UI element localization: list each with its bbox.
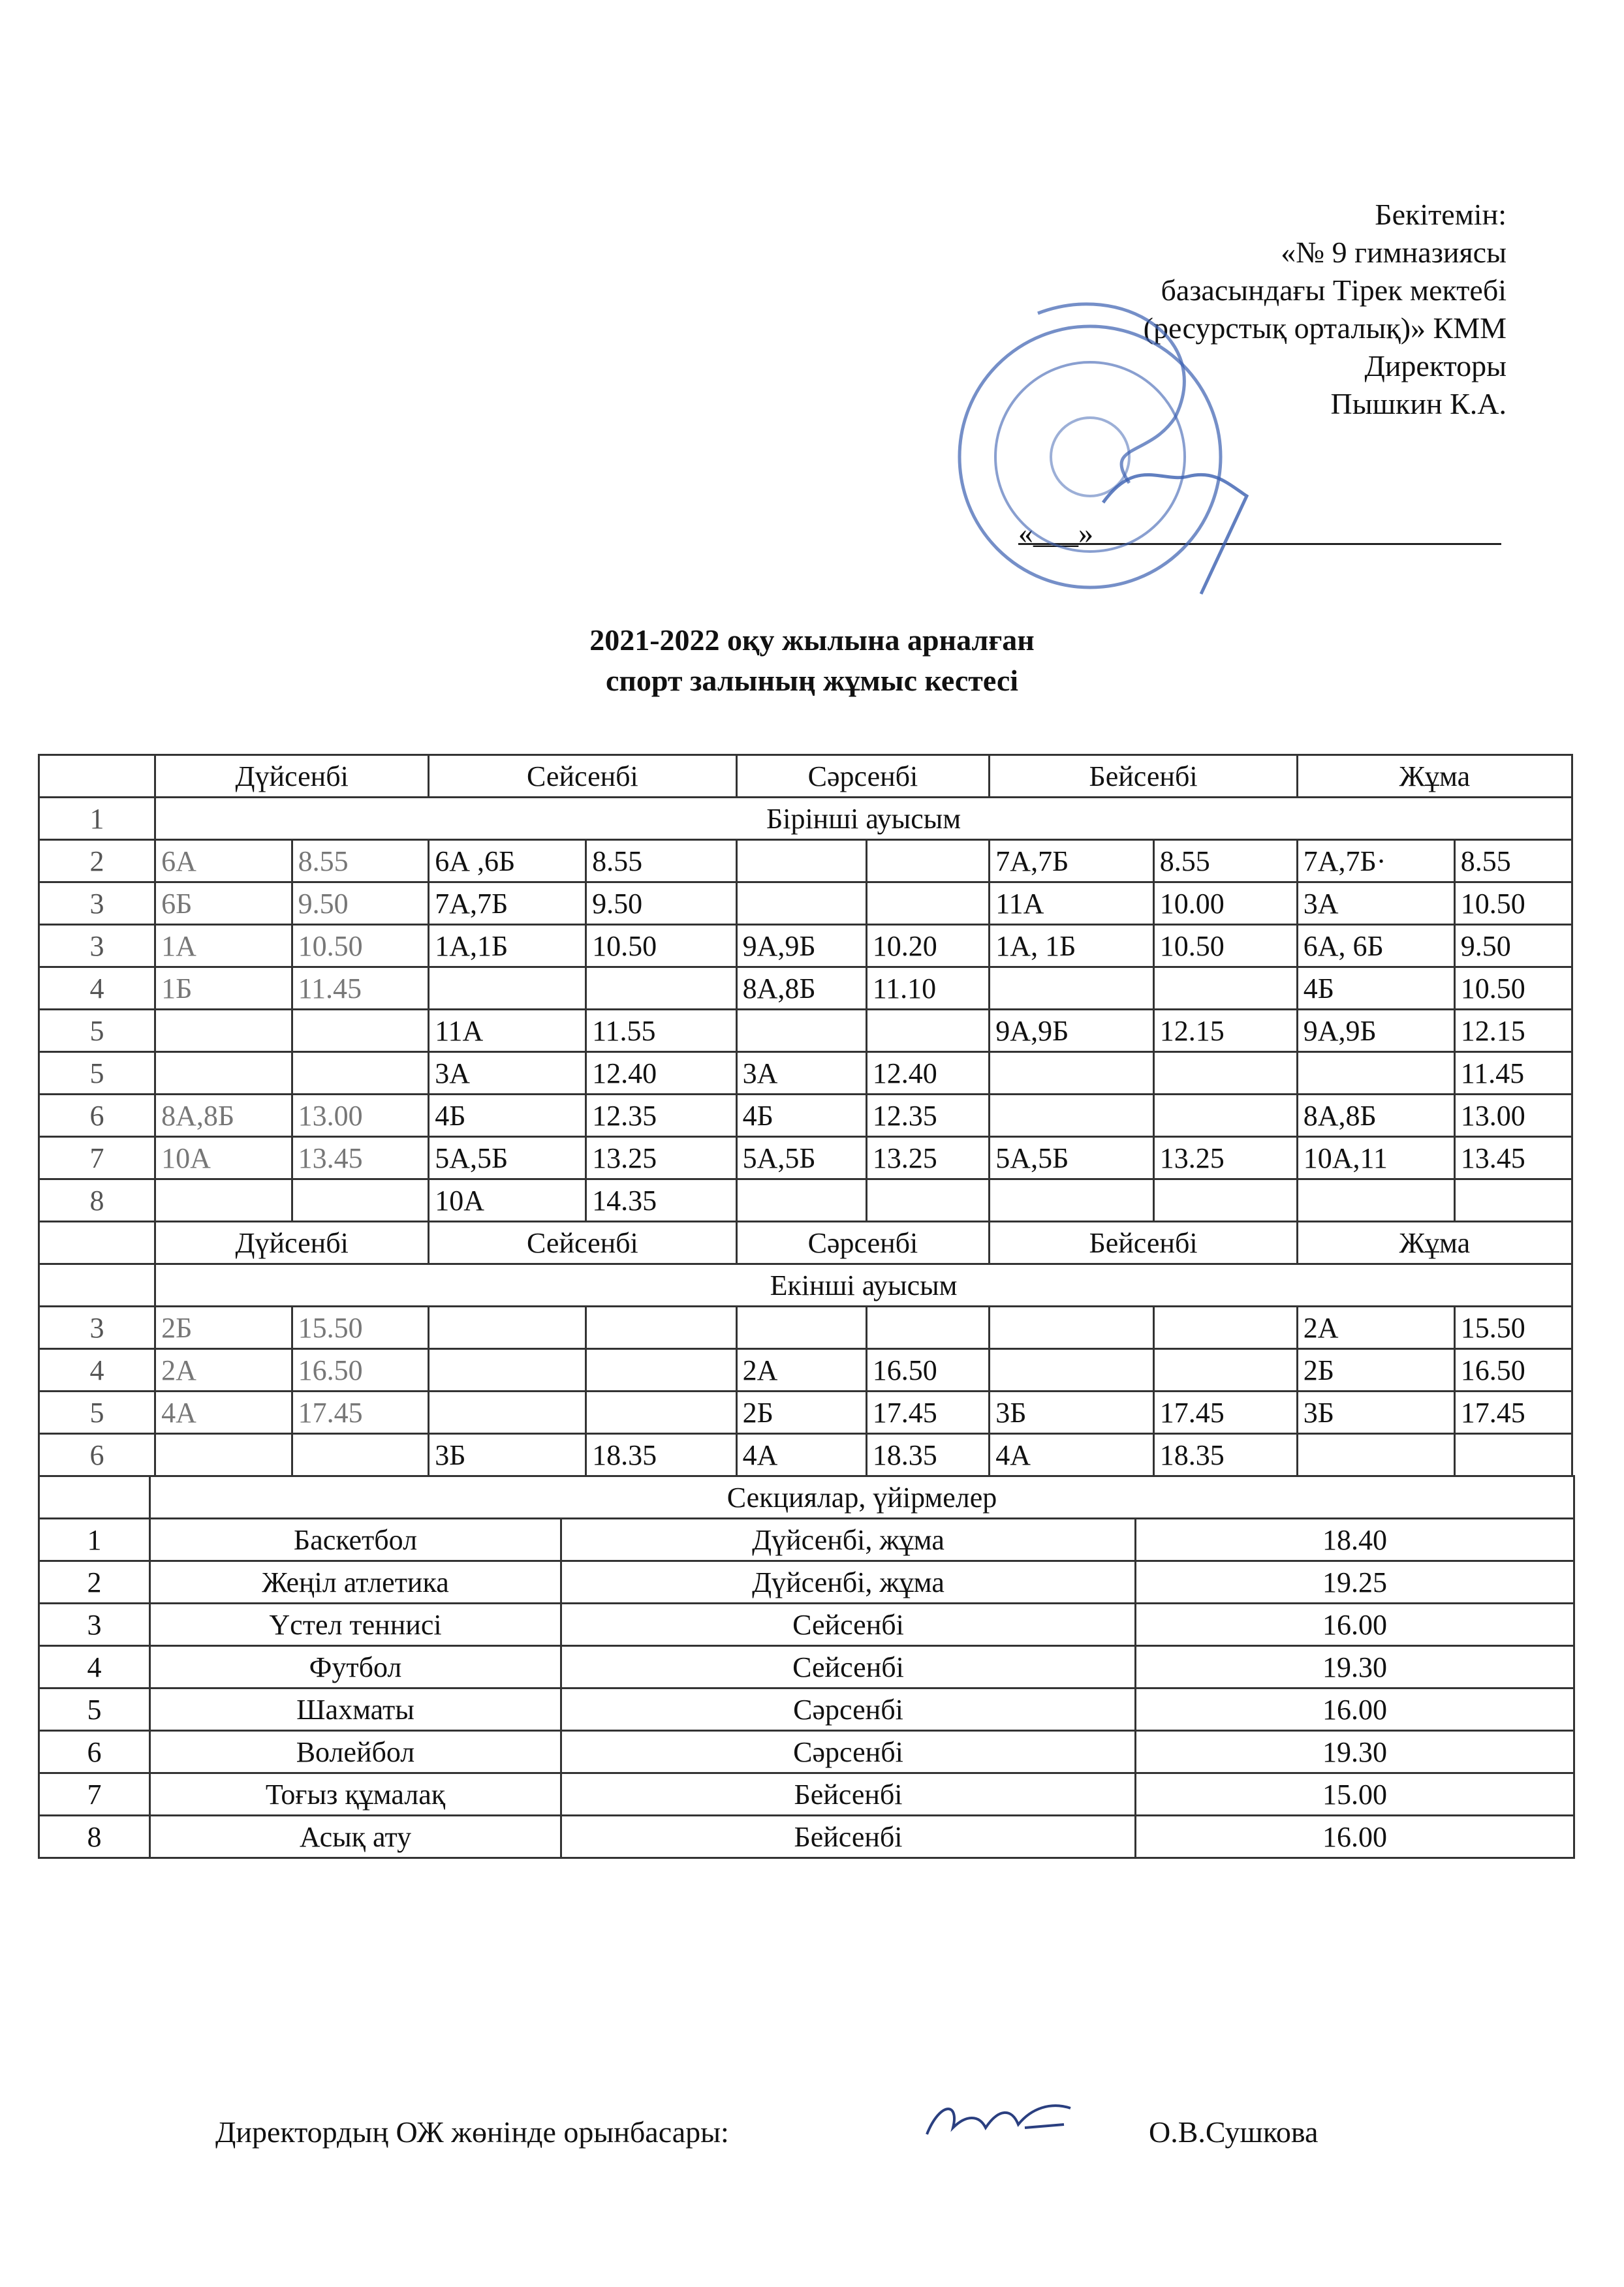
time-cell: 12.15 (1153, 1010, 1297, 1052)
time-cell: 9.50 (1454, 925, 1572, 967)
class-cell: 2Б (736, 1392, 866, 1434)
section-days: Бейсенбі (561, 1773, 1136, 1816)
time-cell: 8.55 (292, 840, 429, 882)
section-time: 19.30 (1136, 1731, 1574, 1773)
row-number-cell: 3 (39, 1604, 150, 1646)
class-cell (1297, 1434, 1454, 1476)
time-cell (292, 1010, 429, 1052)
row-number-cell: 4 (39, 1646, 150, 1688)
class-cell (429, 967, 586, 1010)
time-cell: 12.35 (866, 1095, 990, 1137)
section-days: Сәрсенбі (561, 1688, 1136, 1731)
class-cell: 3А (736, 1052, 866, 1095)
document-subtitle: спорт залының жұмыс кестесі (605, 664, 1019, 697)
document-title: 2021-2022 оқу жылына арналған (589, 623, 1035, 657)
time-cell: 8.55 (1454, 840, 1572, 882)
row-number-cell: 7 (39, 1773, 150, 1816)
table-row (39, 1434, 1572, 1476)
class-cell: 2А (155, 1349, 292, 1392)
class-cell (429, 1392, 586, 1434)
row-number-cell: 8 (39, 1816, 150, 1858)
time-cell: 13.25 (586, 1137, 736, 1179)
time-cell: 18.35 (866, 1434, 990, 1476)
time-cell: 10.50 (586, 925, 736, 967)
time-cell (866, 882, 990, 925)
class-cell: 5А,5Б (990, 1137, 1153, 1179)
section-name: Тоғыз құмалақ (150, 1773, 561, 1816)
class-cell: 4А (990, 1434, 1153, 1476)
class-cell (736, 840, 866, 882)
class-cell (736, 1179, 866, 1222)
section-name: Шахматы (150, 1688, 561, 1731)
time-cell: 15.50 (292, 1307, 429, 1349)
approval-line: «№ 9 гимназиясы (1281, 236, 1507, 269)
class-cell (990, 1307, 1153, 1349)
time-cell: 13.25 (1153, 1137, 1297, 1179)
class-cell (736, 882, 866, 925)
table-row (39, 1010, 1572, 1052)
row-number-cell (39, 1476, 150, 1519)
time-cell (586, 967, 736, 1010)
time-cell: 11.45 (292, 967, 429, 1010)
class-cell: 2А (736, 1349, 866, 1392)
section-row (39, 1519, 1574, 1561)
class-cell: 4Б (1297, 967, 1454, 1010)
sections-label-row (39, 1476, 1574, 1519)
day-header-cell: Дүйсенбі (155, 1222, 429, 1264)
time-cell: 10.50 (1454, 967, 1572, 1010)
class-cell: 3Б (429, 1434, 586, 1476)
time-cell: 12.15 (1454, 1010, 1572, 1052)
section-row (39, 1688, 1574, 1731)
class-cell: 6А (155, 840, 292, 882)
time-cell (1153, 1052, 1297, 1095)
class-cell: 5А,5Б (736, 1137, 866, 1179)
row-number-cell: 6 (39, 1434, 155, 1476)
row-number-cell: 2 (39, 840, 155, 882)
class-cell: 6Б (155, 882, 292, 925)
section-time: 19.30 (1136, 1646, 1574, 1688)
class-cell: 4А (155, 1392, 292, 1434)
row-number-cell: 7 (39, 1137, 155, 1179)
section-name: Футбол (150, 1646, 561, 1688)
table-row (39, 1349, 1572, 1392)
time-cell (586, 1307, 736, 1349)
section-days: Дүйсенбі, жұма (561, 1519, 1136, 1561)
class-cell: 1А,1Б (429, 925, 586, 967)
class-cell (155, 1179, 292, 1222)
time-cell: 16.50 (866, 1349, 990, 1392)
section-days: Сейсенбі (561, 1646, 1136, 1688)
class-cell: 2А (1297, 1307, 1454, 1349)
time-cell: 10.20 (866, 925, 990, 967)
class-cell: 4Б (736, 1095, 866, 1137)
row-number-cell: 5 (39, 1688, 150, 1731)
time-cell (292, 1052, 429, 1095)
section-name: Волейбол (150, 1731, 561, 1773)
time-cell (292, 1179, 429, 1222)
table-row (39, 1137, 1572, 1179)
class-cell: 3А (1297, 882, 1454, 925)
table-row (39, 1179, 1572, 1222)
time-cell: 17.45 (292, 1392, 429, 1434)
time-cell: 13.45 (292, 1137, 429, 1179)
time-cell: 16.50 (1454, 1349, 1572, 1392)
class-cell: 10А (155, 1137, 292, 1179)
day-header-cell: Сәрсенбі (736, 1222, 990, 1264)
time-cell: 12.40 (586, 1052, 736, 1095)
approval-line: (ресурстық орталық)» КММ (1143, 311, 1507, 345)
section-time: 16.00 (1136, 1816, 1574, 1858)
row-number-cell (39, 1222, 155, 1264)
table-row (39, 1095, 1572, 1137)
day-header-row (39, 1222, 1572, 1264)
class-cell: 1А, 1Б (990, 925, 1153, 967)
day-header-cell: Бейсенбі (990, 755, 1297, 798)
time-cell (1153, 1095, 1297, 1137)
shift-label-row (39, 1264, 1572, 1307)
row-number-cell: 1 (39, 1519, 150, 1561)
section-row (39, 1731, 1574, 1773)
time-cell: 13.45 (1454, 1137, 1572, 1179)
class-cell: 8А,8Б (1297, 1095, 1454, 1137)
class-cell: 1А (155, 925, 292, 967)
schedule-table (38, 754, 1573, 1477)
class-cell: 6А, 6Б (1297, 925, 1454, 967)
day-header-cell: Сәрсенбі (736, 755, 990, 798)
time-cell: 13.00 (1454, 1095, 1572, 1137)
class-cell (990, 967, 1153, 1010)
class-cell (990, 1179, 1153, 1222)
time-cell: 17.45 (866, 1392, 990, 1434)
class-cell: 7А,7Б (429, 882, 586, 925)
section-time: 19.25 (1136, 1561, 1574, 1604)
time-cell: 10.50 (1153, 925, 1297, 967)
row-number-cell: 2 (39, 1561, 150, 1604)
class-cell: 9А,9Б (990, 1010, 1153, 1052)
class-cell: 10А,11 (1297, 1137, 1454, 1179)
row-number-cell: 5 (39, 1010, 155, 1052)
approval-line: Бекітемін: (1375, 198, 1507, 231)
section-name: Жеңіл атлетика (150, 1561, 561, 1604)
class-cell (736, 1307, 866, 1349)
class-cell: 9А,9Б (736, 925, 866, 967)
section-name: Асық ату (150, 1816, 561, 1858)
time-cell: 11.45 (1454, 1052, 1572, 1095)
time-cell: 14.35 (586, 1179, 736, 1222)
time-cell (1153, 1307, 1297, 1349)
signature-icon (914, 2089, 1110, 2154)
class-cell: 11А (429, 1010, 586, 1052)
approval-director-name: Пышкин К.А. (1330, 387, 1507, 420)
time-cell: 8.55 (586, 840, 736, 882)
shift-label: Екінші ауысым (155, 1264, 1572, 1307)
time-cell (866, 1307, 990, 1349)
time-cell: 13.00 (292, 1095, 429, 1137)
row-number-cell: 6 (39, 1095, 155, 1137)
section-row (39, 1816, 1574, 1858)
row-number-cell: 1 (39, 798, 155, 840)
row-number-cell: 4 (39, 967, 155, 1010)
table-row (39, 1052, 1572, 1095)
class-cell (1297, 1179, 1454, 1222)
day-header-cell: Жұма (1297, 755, 1572, 798)
class-cell (155, 1010, 292, 1052)
day-header-row (39, 755, 1572, 798)
time-cell (1153, 967, 1297, 1010)
class-cell (429, 1349, 586, 1392)
section-days: Дүйсенбі, жұма (561, 1561, 1136, 1604)
shift-label-row (39, 798, 1572, 840)
time-cell: 12.35 (586, 1095, 736, 1137)
class-cell: 3Б (990, 1392, 1153, 1434)
time-cell: 16.50 (292, 1349, 429, 1392)
time-cell: 8.55 (1153, 840, 1297, 882)
time-cell: 10.00 (1153, 882, 1297, 925)
class-cell (1297, 1052, 1454, 1095)
day-header-cell: Жұма (1297, 1222, 1572, 1264)
section-name: Үстел теннисі (150, 1604, 561, 1646)
table-row (39, 967, 1572, 1010)
time-cell: 11.55 (586, 1010, 736, 1052)
class-cell: 2Б (155, 1307, 292, 1349)
table-row (39, 1307, 1572, 1349)
class-cell: 8А,8Б (155, 1095, 292, 1137)
class-cell: 4А (736, 1434, 866, 1476)
time-cell: 18.35 (586, 1434, 736, 1476)
time-cell (1454, 1179, 1572, 1222)
class-cell: 2Б (1297, 1349, 1454, 1392)
time-cell: 9.50 (292, 882, 429, 925)
section-row (39, 1646, 1574, 1688)
row-number-cell: 5 (39, 1052, 155, 1095)
sections-table (38, 1475, 1575, 1859)
row-number-cell: 4 (39, 1349, 155, 1392)
time-cell (1454, 1434, 1572, 1476)
class-cell (990, 1052, 1153, 1095)
section-days: Сейсенбі (561, 1604, 1136, 1646)
day-header-cell: Сейсенбі (429, 755, 736, 798)
row-number-cell: 5 (39, 1392, 155, 1434)
class-cell: 3А (429, 1052, 586, 1095)
shift-label: Бірінші ауысым (155, 798, 1572, 840)
time-cell: 17.45 (1454, 1392, 1572, 1434)
footer-name: О.В.Сушкова (1149, 2115, 1319, 2149)
class-cell (990, 1095, 1153, 1137)
class-cell: 5А,5Б (429, 1137, 586, 1179)
day-header-cell: Сейсенбі (429, 1222, 736, 1264)
time-cell: 12.40 (866, 1052, 990, 1095)
time-cell (866, 1179, 990, 1222)
footer-role: Директордың ОЖ жөнінде орынбасары: (215, 2115, 729, 2149)
class-cell (429, 1307, 586, 1349)
table-row (39, 1392, 1572, 1434)
class-cell (155, 1434, 292, 1476)
row-number-cell: 8 (39, 1179, 155, 1222)
section-row (39, 1561, 1574, 1604)
row-number-cell (39, 755, 155, 798)
day-header-cell: Дүйсенбі (155, 755, 429, 798)
table-row (39, 925, 1572, 967)
approval-line: базасындағы Тірек мектебі (1161, 273, 1507, 307)
class-cell: 3Б (1297, 1392, 1454, 1434)
section-time: 18.40 (1136, 1519, 1574, 1561)
time-cell (866, 1010, 990, 1052)
time-cell (586, 1349, 736, 1392)
section-time: 16.00 (1136, 1688, 1574, 1731)
class-cell (736, 1010, 866, 1052)
class-cell: 11А (990, 882, 1153, 925)
row-number-cell (39, 1264, 155, 1307)
row-number-cell: 6 (39, 1731, 150, 1773)
time-cell: 11.10 (866, 967, 990, 1010)
class-cell: 4Б (429, 1095, 586, 1137)
section-days: Сәрсенбі (561, 1731, 1136, 1773)
approval-date: «___» (1018, 516, 1093, 550)
time-cell: 10.50 (292, 925, 429, 967)
sections-label: Секциялар, үйірмелер (150, 1476, 1574, 1519)
time-cell: 9.50 (586, 882, 736, 925)
class-cell: 9А,9Б (1297, 1010, 1454, 1052)
time-cell (586, 1392, 736, 1434)
section-row (39, 1773, 1574, 1816)
time-cell: 15.50 (1454, 1307, 1572, 1349)
time-cell (1153, 1349, 1297, 1392)
table-row (39, 882, 1572, 925)
row-number-cell: 3 (39, 882, 155, 925)
row-number-cell: 3 (39, 925, 155, 967)
class-cell: 7А,7Б· (1297, 840, 1454, 882)
time-cell: 17.45 (1153, 1392, 1297, 1434)
section-row (39, 1604, 1574, 1646)
table-row (39, 840, 1572, 882)
stamp-seal-icon (940, 287, 1279, 614)
class-cell: 8А,8Б (736, 967, 866, 1010)
section-days: Бейсенбі (561, 1816, 1136, 1858)
section-time: 15.00 (1136, 1773, 1574, 1816)
approval-line: Директоры (1364, 349, 1507, 382)
class-cell: 10А (429, 1179, 586, 1222)
time-cell: 18.35 (1153, 1434, 1297, 1476)
time-cell (292, 1434, 429, 1476)
day-header-cell: Бейсенбі (990, 1222, 1297, 1264)
section-name: Баскетбол (150, 1519, 561, 1561)
class-cell: 6А ,6Б (429, 840, 586, 882)
class-cell (990, 1349, 1153, 1392)
class-cell (155, 1052, 292, 1095)
class-cell: 1Б (155, 967, 292, 1010)
class-cell: 7А,7Б (990, 840, 1153, 882)
row-number-cell: 3 (39, 1307, 155, 1349)
time-cell: 10.50 (1454, 882, 1572, 925)
time-cell: 13.25 (866, 1137, 990, 1179)
section-time: 16.00 (1136, 1604, 1574, 1646)
time-cell (1153, 1179, 1297, 1222)
time-cell (866, 840, 990, 882)
